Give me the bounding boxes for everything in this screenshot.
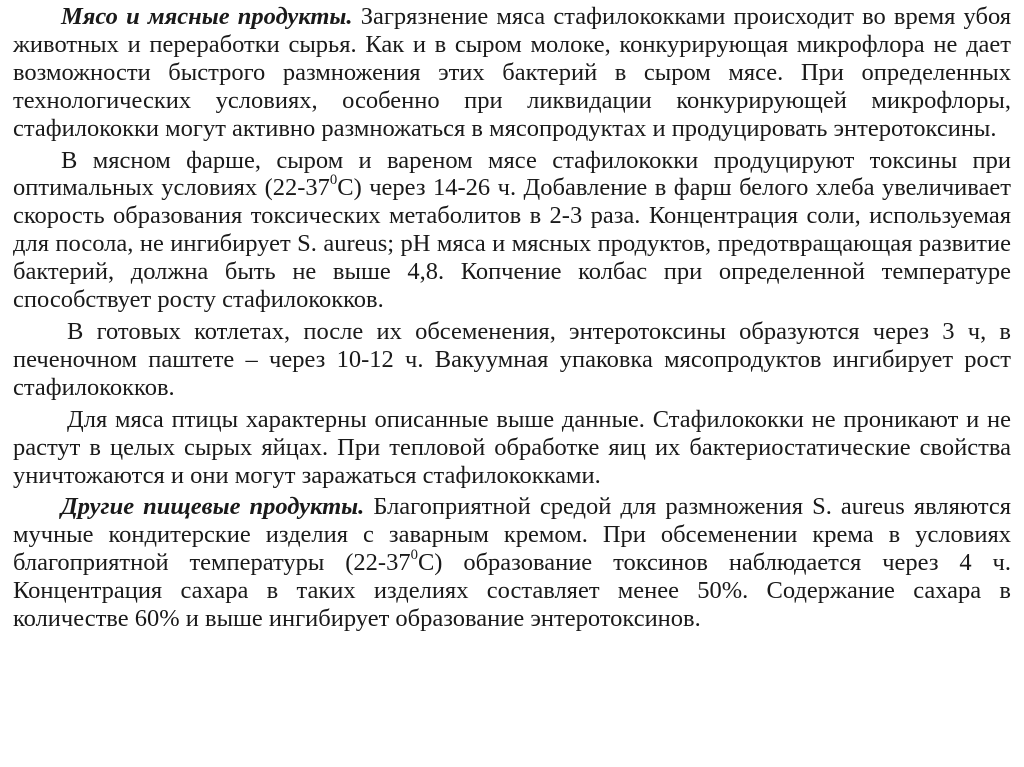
degree-superscript: 0 xyxy=(410,547,418,564)
paragraph-minced-meat xyxy=(13,147,1011,314)
degree-superscript: 0 xyxy=(329,172,338,189)
paragraph-text: Благоприятной средой для размножения S. aureus являются мучные кондитерские изделия с заварным кремом. При обсеменении крема в условиях благоприятной температуры (22-37 xyxy=(13,493,1011,577)
paragraph-text: Для мяса птицы характерны описанные выше данные. Стафилококки не проникают и не растут в целых сырых яйцах. При тепловой обработке яиц их бактериостатические свойства уничтожаются и они могут заражаться стафилококками. xyxy=(13,405,1011,489)
paragraph-meat-products xyxy=(13,3,1011,143)
paragraph-cutlets xyxy=(13,318,1011,402)
paragraph-text: В мясном фарше, сыром и вареном мясе стафилококки продуцируют токсины при оптимальных условиях (22-37 xyxy=(13,146,1011,202)
paragraph-text: С) через 14-26 ч. Добавление в фарш белого хлеба увеличивает скорость образования токсических метаболитов в 2-3 раза. Концентрация соли, используемая для посола, не ингибирует S. aureus; pH мяса и мясных продуктов, предотвращающая развитие бактерий, должна быть не выше 4,8. Копчение колбас при определенной температуре способствует росту стафилококков. xyxy=(13,174,1011,314)
paragraph-text: В готовых котлетах, после их обсеменения, энтеротоксины образуются через 3 ч, в печеночном паштете – через 10-12 ч. Вакуумная упаковка мясопродуктов ингибирует рост стафилококков. xyxy=(13,317,1011,401)
section-heading-other-foods: Другие пищевые продукты. xyxy=(61,493,365,521)
paragraph-text: С) образование токсинов наблюдается через 4 ч. Концентрация сахара в таких изделиях составляет менее 50%. Содержание сахара в количестве 60% и выше ингибирует образование энтеротоксинов. xyxy=(13,549,1011,633)
section-heading-meat: Мясо и мясные продукты. xyxy=(61,3,353,30)
paragraph-text: Загрязнение мяса стафилококками происходит во время убоя животных и переработки сырья. Как и в сыром молоке, конкурирующая микрофлора не дает возможности быстрого размножения этих бактерий в сыром мясе. При определенных технологических условиях, особенно при ликвидации конкурирующей микрофлоры, стафилококки могут активно размножаться в мясопродуктах и продуцировать энтеротоксины. xyxy=(13,3,1011,142)
paragraph-other-foods xyxy=(13,493,1011,633)
paragraph-poultry xyxy=(13,406,1011,490)
